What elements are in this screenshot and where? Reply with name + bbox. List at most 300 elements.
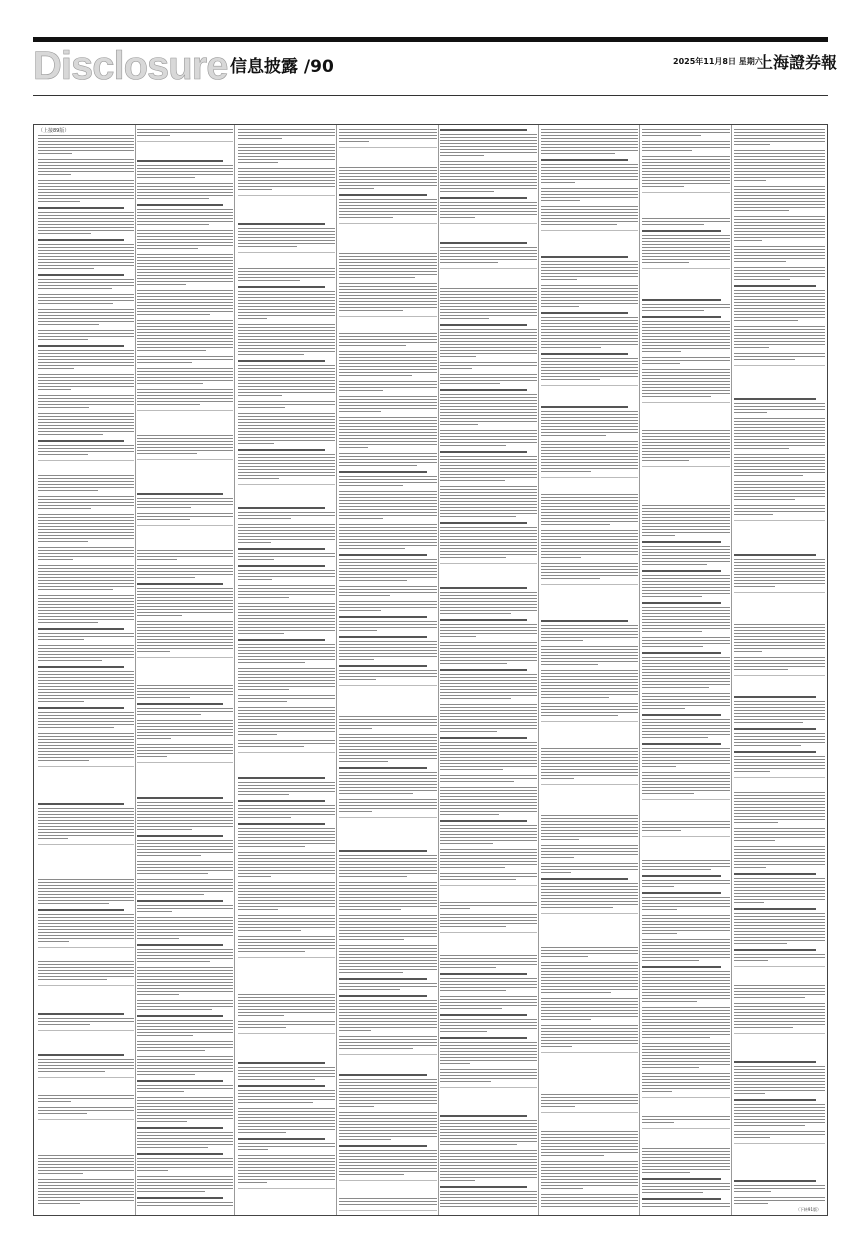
text-line — [137, 335, 233, 336]
text-line — [642, 546, 730, 547]
text-line — [541, 471, 591, 472]
text-line — [440, 554, 537, 555]
text-line — [339, 402, 437, 403]
text-line — [734, 448, 789, 449]
text-line — [339, 781, 437, 782]
text-line — [339, 930, 437, 931]
text-line — [38, 613, 134, 614]
text-line — [38, 362, 134, 363]
text-line — [541, 138, 638, 139]
text-line — [137, 708, 233, 709]
text-line — [238, 368, 335, 369]
text-line — [339, 188, 374, 189]
text-line — [238, 808, 335, 809]
text-line — [541, 854, 638, 855]
text-line — [440, 412, 537, 413]
text-line — [137, 630, 233, 631]
text-line — [440, 253, 537, 254]
text-line — [38, 221, 134, 222]
text-line — [440, 182, 537, 183]
text-line — [541, 827, 638, 828]
text-column — [238, 125, 335, 1215]
text-line — [137, 165, 233, 166]
text-line — [38, 660, 102, 661]
text-line — [642, 256, 730, 257]
text-line — [642, 827, 730, 828]
text-line — [541, 1007, 638, 1008]
text-line — [734, 466, 825, 467]
text-line — [642, 129, 730, 130]
text-line — [440, 211, 537, 212]
text-line — [238, 515, 335, 516]
text-line — [38, 218, 134, 219]
text-line — [238, 150, 335, 151]
paragraph-heading — [137, 944, 223, 946]
text-line — [440, 683, 537, 684]
text-line — [440, 140, 537, 141]
text-line — [238, 994, 335, 995]
text-line — [137, 879, 233, 880]
text-line — [238, 1067, 335, 1068]
text-line — [339, 1091, 437, 1092]
text-line — [734, 359, 795, 360]
text-line — [440, 161, 537, 162]
text-line — [734, 329, 825, 330]
text-line — [137, 1050, 205, 1051]
section-divider — [541, 913, 638, 914]
text-line — [642, 1064, 730, 1065]
text-line — [541, 575, 638, 576]
section-divider — [137, 525, 233, 526]
text-line — [137, 326, 233, 327]
text-line — [734, 831, 825, 832]
text-line — [642, 1151, 730, 1152]
text-line — [238, 633, 284, 634]
text-line — [734, 890, 825, 891]
text-line — [440, 1060, 537, 1061]
text-line — [440, 790, 537, 791]
text-line — [734, 1203, 768, 1204]
text-line — [734, 745, 801, 746]
text-line — [339, 787, 437, 788]
text-line — [642, 327, 730, 328]
text-line — [339, 372, 437, 373]
text-line — [137, 744, 233, 745]
text-line — [642, 619, 730, 620]
text-line — [440, 335, 537, 336]
text-line — [642, 360, 730, 361]
text-line — [137, 988, 233, 989]
text-line — [440, 686, 537, 687]
text-line — [440, 315, 537, 316]
text-line — [642, 784, 730, 785]
text-line — [339, 915, 437, 916]
text-line — [541, 294, 638, 295]
text-line — [541, 512, 638, 513]
text-line — [339, 539, 437, 540]
text-line — [440, 861, 537, 862]
text-line — [339, 274, 437, 275]
text-line — [642, 918, 730, 919]
text-line — [440, 383, 500, 384]
text-line — [137, 726, 233, 727]
text-line — [238, 228, 335, 229]
text-line — [642, 960, 699, 961]
text-line — [137, 891, 233, 892]
text-line — [238, 1173, 335, 1174]
text-line — [642, 514, 730, 515]
text-line — [440, 642, 537, 643]
text-line — [339, 399, 437, 400]
text-line — [440, 698, 511, 699]
text-line — [339, 1082, 437, 1083]
text-line — [339, 1121, 437, 1122]
text-column — [734, 125, 825, 1215]
text-line — [440, 613, 511, 614]
text-line — [541, 883, 638, 884]
text-line — [541, 670, 638, 671]
text-line — [734, 469, 825, 470]
text-line — [339, 1112, 437, 1113]
text-line — [440, 152, 537, 153]
text-line — [238, 677, 335, 678]
text-line — [238, 1146, 335, 1147]
text-line — [734, 934, 825, 935]
text-line — [339, 351, 437, 352]
text-line — [642, 751, 730, 752]
text-line — [541, 824, 638, 825]
text-line — [339, 1127, 437, 1128]
text-line — [642, 948, 730, 949]
text-line — [734, 427, 825, 428]
text-line — [440, 864, 537, 865]
text-line — [339, 673, 437, 674]
text-line — [238, 231, 335, 232]
text-line — [238, 662, 305, 663]
text-line — [38, 350, 134, 351]
text-line — [339, 360, 437, 361]
paragraph-heading — [440, 522, 527, 524]
text-line — [238, 653, 335, 654]
text-line — [339, 182, 437, 183]
text-line — [440, 843, 493, 844]
text-line — [339, 1015, 437, 1016]
text-line — [642, 159, 730, 160]
text-line — [734, 1081, 825, 1082]
text-line — [137, 870, 233, 871]
text-line — [38, 598, 134, 599]
text-line — [541, 830, 638, 831]
text-line — [339, 676, 437, 677]
text-line — [38, 150, 134, 151]
text-line — [137, 594, 233, 595]
paragraph-heading — [339, 978, 427, 980]
text-line — [734, 162, 825, 163]
text-line — [238, 1027, 286, 1028]
paragraph-heading — [440, 1186, 527, 1188]
text-line — [38, 739, 134, 740]
text-line — [734, 1078, 825, 1079]
text-line — [137, 135, 170, 136]
paragraph-heading — [38, 345, 124, 347]
text-line — [339, 384, 437, 385]
text-line — [734, 822, 778, 823]
text-line — [642, 1203, 730, 1204]
text-line — [440, 1174, 537, 1175]
text-line — [642, 778, 730, 779]
text-line — [339, 509, 437, 510]
text-line — [38, 677, 134, 678]
text-line — [642, 666, 730, 667]
text-line — [137, 861, 233, 862]
text-line — [238, 425, 335, 426]
text-line — [137, 1085, 233, 1086]
text-line — [642, 631, 702, 632]
text-line — [38, 636, 134, 637]
text-line — [38, 616, 134, 617]
text-line — [734, 810, 825, 811]
text-line — [339, 1048, 413, 1049]
text-line — [541, 197, 638, 198]
text-line — [38, 879, 134, 880]
text-line — [38, 454, 88, 455]
text-line — [238, 153, 335, 154]
text-line — [440, 430, 537, 431]
text-line — [238, 280, 300, 281]
text-line — [137, 814, 233, 815]
text-line — [440, 167, 537, 168]
text-line — [440, 1150, 537, 1151]
text-line — [541, 1019, 591, 1020]
text-line — [38, 434, 103, 435]
paragraph-heading — [541, 406, 628, 408]
text-line — [541, 521, 638, 522]
text-line — [38, 279, 134, 280]
text-line — [440, 607, 537, 608]
text-line — [339, 129, 437, 130]
text-line — [38, 383, 134, 384]
section-divider — [642, 268, 730, 269]
text-line — [734, 701, 825, 702]
text-line — [642, 430, 730, 431]
paragraph-heading — [339, 554, 427, 556]
text-line — [38, 674, 134, 675]
text-line — [541, 703, 638, 704]
text-line — [541, 465, 638, 466]
text-line — [339, 1171, 437, 1172]
text-line — [541, 335, 638, 336]
text-line — [734, 704, 825, 705]
text-line — [541, 173, 638, 174]
text-line — [38, 1021, 134, 1022]
text-line — [38, 1185, 134, 1186]
text-line — [38, 141, 134, 142]
text-line — [541, 839, 579, 840]
text-line — [339, 339, 437, 340]
text-line — [137, 323, 233, 324]
text-line — [339, 630, 377, 631]
text-line — [642, 310, 704, 311]
text-line — [541, 1001, 638, 1002]
text-line — [137, 929, 233, 930]
text-line — [541, 986, 638, 987]
text-line — [642, 983, 730, 984]
text-line — [38, 189, 134, 190]
text-line — [642, 304, 730, 305]
text-line — [440, 1135, 537, 1136]
text-line — [642, 942, 730, 943]
text-line — [238, 921, 335, 922]
text-line — [541, 863, 638, 864]
text-line — [137, 574, 233, 575]
text-line — [38, 1194, 134, 1195]
text-line — [339, 983, 437, 984]
paragraph-heading — [137, 835, 223, 837]
text-line — [440, 468, 537, 469]
text-line — [339, 656, 437, 657]
text-line — [440, 380, 537, 381]
text-line — [541, 153, 615, 154]
text-line — [642, 775, 730, 776]
paragraph-heading — [440, 1014, 527, 1016]
text-line — [137, 1029, 233, 1030]
text-line — [734, 240, 762, 241]
text-line — [38, 186, 134, 187]
paragraph-heading — [642, 743, 721, 745]
text-line — [642, 1016, 730, 1017]
text-line — [238, 463, 335, 464]
section-divider — [238, 1188, 335, 1189]
text-line — [38, 935, 134, 936]
text-line — [440, 208, 537, 209]
text-line — [642, 693, 730, 694]
text-line — [734, 1009, 825, 1010]
text-line — [238, 132, 335, 133]
text-line — [440, 760, 537, 761]
text-line — [440, 808, 537, 809]
paragraph-heading — [339, 1145, 427, 1147]
text-line — [238, 1096, 335, 1097]
text-line — [541, 572, 638, 573]
text-line — [642, 330, 730, 331]
text-line — [642, 886, 674, 887]
text-line — [734, 867, 766, 868]
text-line — [339, 1118, 437, 1119]
paragraph-heading — [541, 353, 628, 355]
paragraph-heading — [137, 1153, 223, 1155]
text-line — [541, 1200, 638, 1201]
text-line — [137, 263, 233, 264]
text-line — [339, 1021, 437, 1022]
text-line — [137, 129, 233, 130]
text-line — [137, 685, 233, 686]
text-line — [238, 891, 335, 892]
section-divider — [541, 784, 638, 785]
text-line — [440, 368, 472, 369]
text-line — [734, 314, 825, 315]
text-line — [137, 577, 195, 578]
text-line — [38, 265, 134, 266]
text-line — [541, 1188, 583, 1189]
text-line — [541, 317, 638, 318]
text-line — [339, 948, 437, 949]
text-line — [642, 165, 730, 166]
text-line — [238, 1021, 335, 1022]
text-line — [734, 290, 825, 291]
text-line — [440, 1180, 475, 1181]
text-line — [137, 501, 233, 502]
text-line — [642, 1067, 699, 1068]
text-line — [38, 686, 134, 687]
text-line — [541, 417, 638, 418]
text-line — [238, 840, 335, 841]
text-line — [440, 1002, 537, 1003]
paragraph-heading — [734, 554, 816, 556]
text-line — [642, 643, 730, 644]
text-line — [137, 177, 195, 178]
text-line — [137, 982, 233, 983]
text-line — [238, 380, 335, 381]
text-line — [238, 746, 304, 747]
text-line — [38, 395, 134, 396]
text-line — [734, 132, 825, 133]
paragraph-heading — [238, 360, 325, 362]
paragraph-heading — [38, 803, 124, 805]
text-line — [339, 132, 437, 133]
text-line — [440, 1138, 537, 1139]
text-line — [339, 888, 437, 889]
text-line — [137, 811, 233, 812]
section-divider — [339, 1180, 437, 1181]
text-line — [440, 365, 537, 366]
text-line — [339, 375, 412, 376]
text-line — [238, 386, 335, 387]
text-line — [541, 1143, 638, 1144]
text-line — [734, 736, 825, 737]
text-line — [339, 429, 437, 430]
text-line — [734, 997, 805, 998]
text-line — [339, 456, 437, 457]
text-line — [734, 463, 825, 464]
text-line — [440, 155, 484, 156]
text-line — [137, 820, 233, 821]
text-line — [38, 303, 113, 304]
text-line — [541, 1103, 638, 1104]
text-line — [238, 1161, 335, 1162]
text-line — [238, 1000, 335, 1001]
text-line — [339, 793, 413, 794]
text-line — [440, 300, 537, 301]
text-line — [339, 933, 437, 934]
text-line — [642, 1116, 730, 1117]
text-line — [137, 615, 182, 616]
text-line — [440, 707, 537, 708]
text-line — [38, 386, 134, 387]
text-line — [440, 542, 537, 543]
text-line — [137, 597, 233, 598]
text-line — [440, 306, 537, 307]
text-line — [642, 933, 677, 934]
text-line — [38, 565, 134, 566]
text-line — [642, 1043, 730, 1044]
text-line — [38, 318, 134, 319]
text-line — [541, 1176, 638, 1177]
text-line — [642, 681, 730, 682]
text-line — [734, 985, 825, 986]
text-line — [238, 650, 335, 651]
text-line — [38, 695, 134, 696]
text-line — [38, 580, 134, 581]
